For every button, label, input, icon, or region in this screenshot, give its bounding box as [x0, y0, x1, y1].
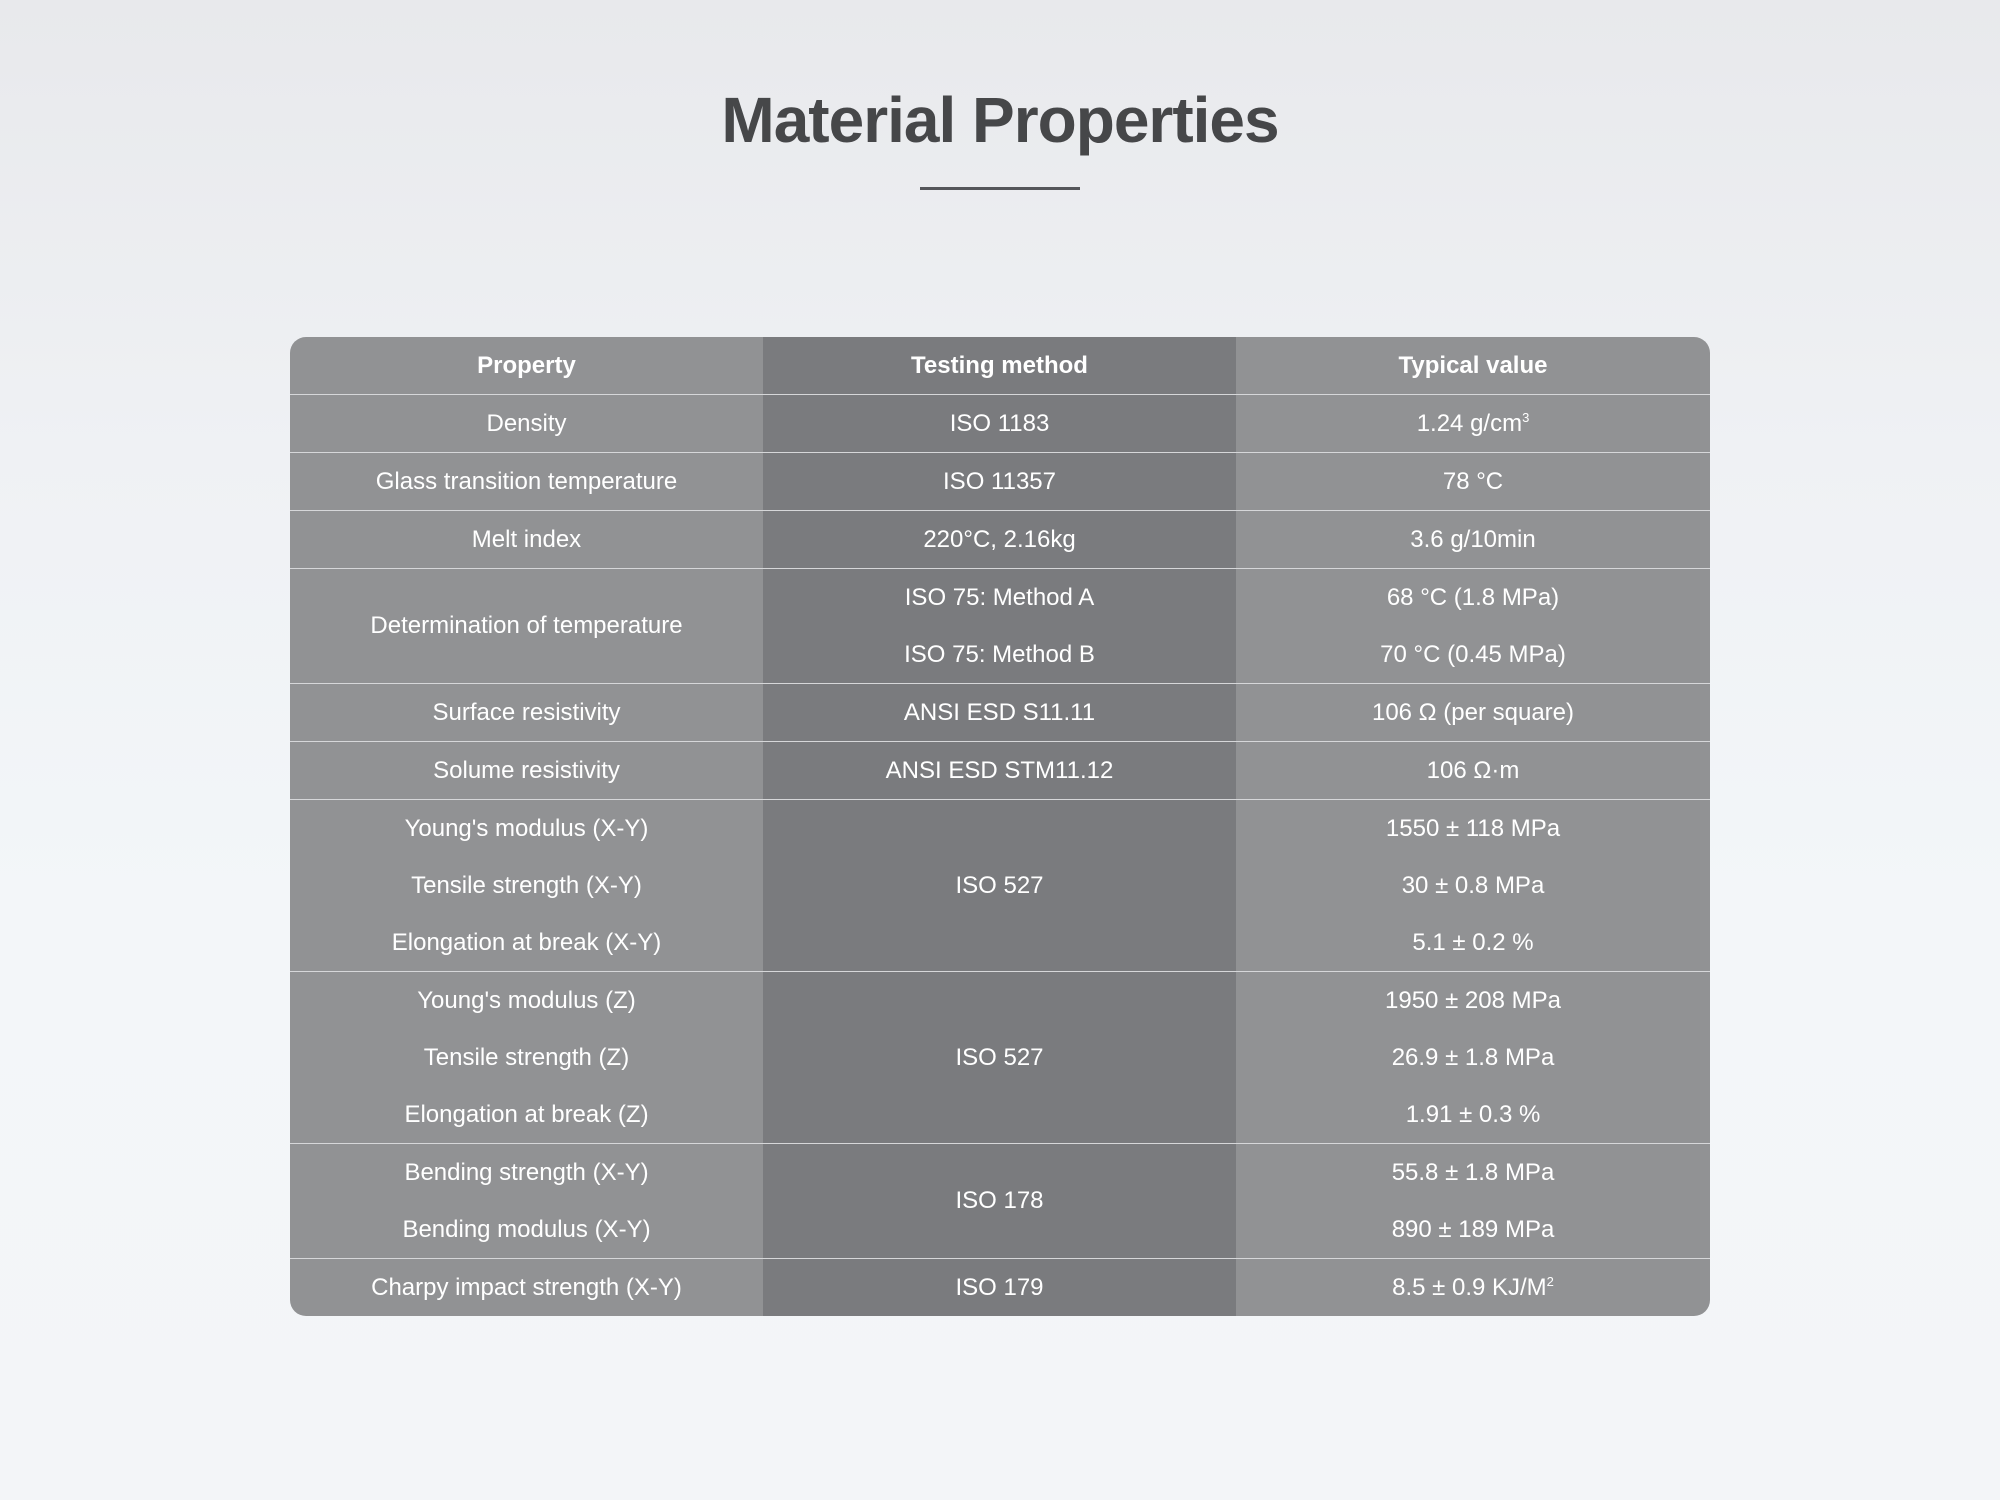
property-text: Elongation at break (X-Y)	[391, 929, 662, 956]
method-cell	[763, 972, 1236, 1144]
method-cell	[763, 1144, 1236, 1259]
property-text: Tensile strength (Z)	[423, 1044, 630, 1071]
method-text: ISO 179	[955, 1274, 1044, 1301]
property-text: Glass transition temperature	[375, 468, 678, 495]
properties-table	[290, 337, 1710, 1316]
title-underline	[920, 187, 1080, 190]
property-text: Density	[486, 410, 567, 437]
value-cell	[1236, 511, 1710, 569]
property-text: Determination of temperature	[370, 612, 683, 639]
method-cell	[763, 684, 1236, 742]
table-header-row	[290, 337, 1710, 395]
value-cell	[1236, 742, 1710, 800]
table-row	[290, 511, 1710, 569]
method-text: ANSI ESD STM11.12	[885, 757, 1114, 784]
method-text: ISO 527	[955, 871, 1044, 899]
value-cell	[1236, 395, 1710, 453]
method-text: 220°C, 2.16kg	[923, 526, 1076, 553]
value-text: 1.91 ± 0.3 %	[1405, 1101, 1541, 1128]
value-superscript: 2	[1546, 1274, 1554, 1289]
table-row	[290, 569, 1710, 684]
property-text: Bending strength (X-Y)	[404, 1159, 649, 1186]
property-cell	[290, 453, 763, 511]
method-text: ISO 11357	[943, 468, 1056, 495]
table-row	[290, 684, 1710, 742]
value-text: 1.24 g/cm	[1416, 410, 1523, 437]
property-text: Charpy impact strength (X-Y)	[371, 1274, 682, 1301]
value-cell	[1236, 1144, 1710, 1259]
property-text: Elongation at break (Z)	[404, 1101, 649, 1128]
value-text: 5.1 ± 0.2 %	[1412, 929, 1534, 956]
table-row	[290, 972, 1710, 1144]
value-text: 30 ± 0.8 MPa	[1401, 872, 1545, 899]
property-text: Surface resistivity	[432, 699, 621, 726]
property-cell	[290, 511, 763, 569]
method-text: ISO 178	[955, 1187, 1044, 1214]
value-text: 890 ± 189 MPa	[1391, 1216, 1555, 1243]
value-text: 78 °C	[1442, 468, 1504, 495]
property-cell	[290, 684, 763, 742]
method-text: ISO 75: Method A	[904, 584, 1095, 611]
value-text: 1950 ± 208 MPa	[1385, 987, 1561, 1014]
value-text: 106 Ω (per square)	[1371, 699, 1575, 726]
table-row	[290, 1144, 1710, 1259]
header-typical-value: Typical value	[1236, 337, 1710, 395]
value-cell	[1236, 569, 1710, 684]
value-text: 3.6 g/10min	[1410, 526, 1536, 553]
header-property: Property	[290, 337, 763, 395]
method-cell	[763, 395, 1236, 453]
page-title: Material Properties	[721, 84, 1279, 156]
value-cell	[1236, 1259, 1710, 1317]
property-cell	[290, 569, 763, 684]
value-text: 26.9 ± 1.8 MPa	[1391, 1044, 1555, 1071]
method-cell	[763, 511, 1236, 569]
property-text: Solume resistivity	[433, 757, 620, 784]
property-cell	[290, 395, 763, 453]
value-text: 1550 ± 118 MPa	[1385, 815, 1561, 842]
property-cell	[290, 800, 763, 972]
value-cell	[1236, 684, 1710, 742]
method-text: ANSI ESD S11.11	[903, 699, 1096, 726]
property-text: Young's modulus (Z)	[417, 987, 636, 1014]
value-text: 70 °C (0.45 MPa)	[1380, 641, 1566, 668]
property-cell	[290, 1144, 763, 1259]
table-row	[290, 742, 1710, 800]
value-cell	[1236, 972, 1710, 1144]
property-text: Young's modulus (X-Y)	[404, 815, 649, 842]
value-text: 8.5 ± 0.9 KJ/M	[1392, 1274, 1547, 1301]
property-text: Bending modulus (X-Y)	[402, 1216, 651, 1243]
table-row	[290, 1259, 1710, 1317]
table-row	[290, 800, 1710, 972]
method-cell	[763, 742, 1236, 800]
method-cell	[763, 800, 1236, 972]
property-cell	[290, 1259, 763, 1317]
value-line	[1236, 395, 1710, 452]
value-text: 68 °C (1.8 MPa)	[1386, 584, 1560, 611]
value-text: 106 Ω·m	[1426, 757, 1520, 784]
value-cell	[1236, 800, 1710, 972]
value-text: 55.8 ± 1.8 MPa	[1391, 1159, 1555, 1186]
method-cell	[763, 453, 1236, 511]
value-cell	[1236, 453, 1710, 511]
table-row	[290, 453, 1710, 511]
method-cell	[763, 1259, 1236, 1317]
value-superscript: 3	[1522, 410, 1530, 425]
method-text: ISO 75: Method B	[904, 641, 1095, 668]
table-row	[290, 395, 1710, 453]
method-text: ISO 1183	[949, 410, 1050, 437]
header-testing-method: Testing method	[763, 337, 1236, 395]
property-cell	[290, 972, 763, 1144]
properties-table-container	[290, 337, 1710, 1316]
property-text: Tensile strength (X-Y)	[411, 872, 642, 899]
property-cell	[290, 742, 763, 800]
method-cell	[763, 569, 1236, 684]
property-text: Melt index	[471, 526, 582, 553]
method-text: ISO 527	[955, 1043, 1044, 1071]
value-line	[1236, 1259, 1710, 1316]
